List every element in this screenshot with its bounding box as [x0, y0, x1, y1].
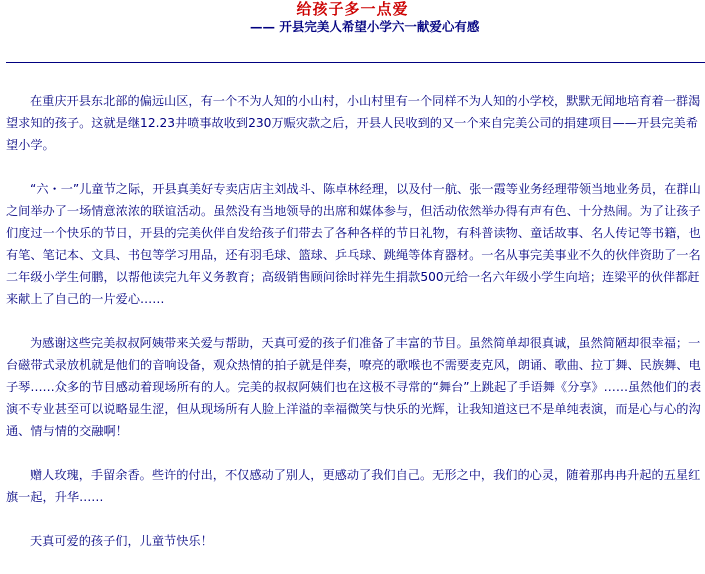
header-divider [6, 62, 705, 63]
paragraph-reflection: 赠人玫瑰，手留余香。些许的付出，不仅感动了别人，更感动了我们自己。无形之中，我们的心灵，随着那冉冉升起的五星红旗一起，升华…… [6, 468, 701, 504]
paragraph-event: “六・一”儿童节之际，开县真美好专卖店店主刘战斗、陈卓林经理，以及付一航、张一霞等业务经理带领当地业务员，在群山之间举办了一场情意浓浓的联谊活动。虽然没有当地领导的出席和媒体参与，但活动依然举办得有声有色、十分热闹。为了让孩子们度过一个快乐的节日，开县的完美伙伴自发给孩子们带去了各种各样的节日礼物，有科普读物、童话故事、名人传记等书籍，也有笔、笔记本、文具、书包等学习用品，还有羽毛球、篮球、乒乓球、跳绳等体育器材。一名从事完美事业不久的伙伴资助了一名二年级小学生何鹏，以帮他读完九年义务教育；高级销售顾问徐时祥先生捐款500元给一名六年级小学生向培；连梁平的伙伴都赶来献上了自己的一片爱心…… [6, 182, 701, 306]
paragraph-performance: 为感谢这些完美叔叔阿姨带来关爱与帮助，天真可爱的孩子们准备了丰富的节目。虽然简单却很真诚，虽然简陋却很幸福；一台磁带式录放机就是他们的音响设备，观众热情的拍子就是伴奏，嘹亮的歌喉也不需要麦克风，朗诵、歌曲、拉丁舞、民族舞、电子琴……众多的节目感动着现场所有的人。完美的叔叔阿姨们也在这极不寻常的“舞台”上跳起了手语舞《分享》……虽然他们的表演不专业甚至可以说略显生涩，但从现场所有人脸上洋溢的幸福微笑与快乐的光辉，让我知道这已不是单纯表演，而是心与心的沟通、情与情的交融啊！ [6, 336, 702, 438]
paragraph-closing: 天真可爱的孩子们，儿童节快乐！ [30, 534, 213, 548]
article-body [6, 90, 705, 574]
paragraph-intro: 在重庆开县东北部的偏远山区，有一个不为人知的小山村，小山村里有一个同样不为人知的小学校，默默无闻地培育着一群渴望求知的孩子。这就是继12.23井喷事故收到230万赈灾款之后，开县人民收到的又一个来自完美公司的捐建项目——开县完美希望小学。 [6, 94, 701, 152]
article-title: 给孩子多一点爱 [296, 0, 409, 18]
article-subtitle: —— 开县完美人希望小学六一献爱心有感 [250, 19, 480, 34]
